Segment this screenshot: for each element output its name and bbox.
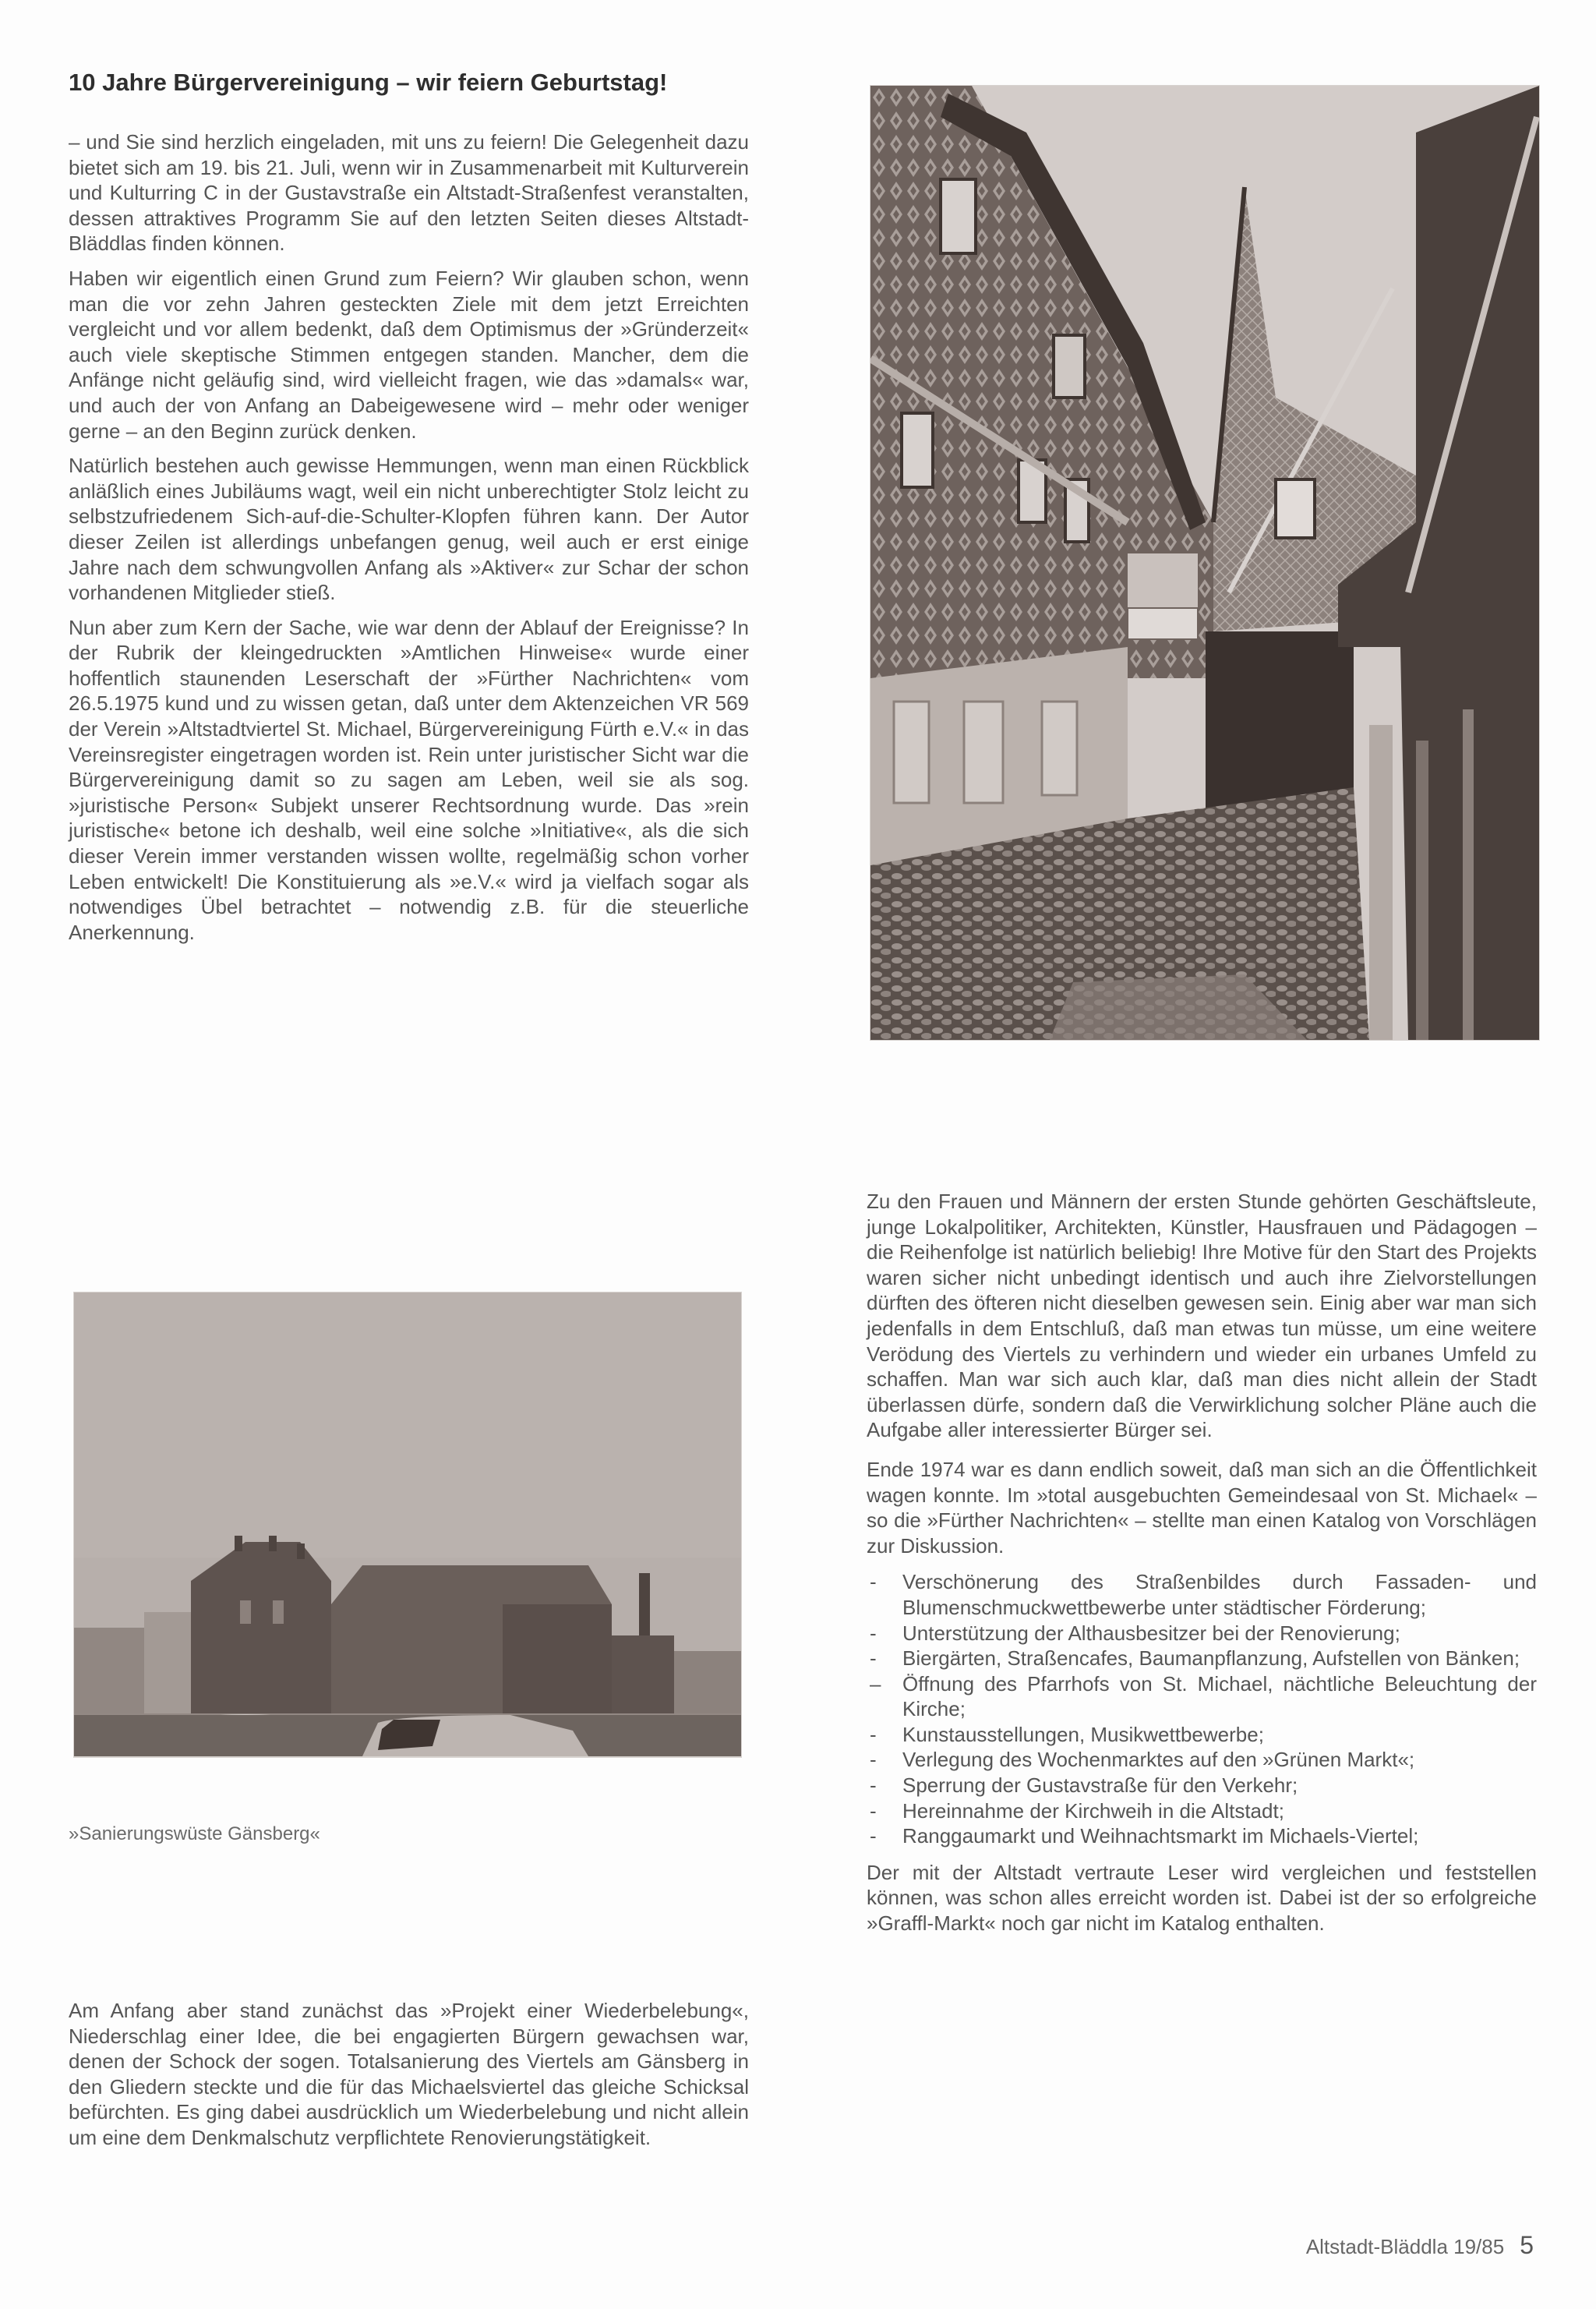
dash-bullet-icon: - [870,1824,877,1848]
dash-bullet-icon: - [870,1798,877,1823]
list-item: - Ranggaumarkt und Weihnachtsmarkt im Michaels-Viertel; [870,1824,1419,1848]
photo-caption-gansberg: »Sanierungswüste Gänsberg« [69,1823,320,1844]
dash-bullet-icon: – [870,1671,881,1696]
dash-bullet-icon: - [870,1773,877,1798]
proposal-catalog-list [867,1569,1537,1849]
alley-photo-illustration [870,86,1539,1040]
list-item: - Unterstützung der Althausbesitzer bei der Renovierung; [870,1621,1400,1645]
page-footer [1306,2231,1534,2260]
dash-bullet-icon: - [870,1722,877,1746]
paragraph-reason: Haben wir eigentlich einen Grund zum Feiern? Wir glauben schon, wenn man die vor zehn Jahren gesteckten Ziele mit dem jetzt Erreichten vergleicht und vor allem bedenkt, daß dem Optimismus der »Gründerzeit« auch viele skeptische Stimmen entgegen standen. Mancher, dem die Anfänge nicht geläufig sind, wird vielleicht fragen, wie das »damals« war, und auch der von Anfang an Dabeigewesene wird – mehr oder weniger gerne – an den Beginn zurück denken. [69,266,749,443]
article-title: 10 Jahre Bürgervereinigung – wir feiern Geburtstag! [69,69,668,96]
list-item: - Hereinnahme der Kirchweih in die Altstadt; [870,1798,1284,1823]
list-item: - Verlegung des Wochenmarktes auf den »Grünen Markt«; [870,1748,1415,1772]
left-column [69,23,749,954]
paragraph-beginning: Am Anfang aber stand zunächst das »Projekt einer Wiederbelebung«, Niederschlag einer Idee, die bei engagierten Bürgern gewachsen war, denen der Schock der sogen. Totalsanierung des Viertels am Gänsberg in den Gliedern steckte und die für das Michaelsviertel das gleiche Schicksal befürchten. Es ging dabei ausdrücklich um Wiederbelebung und nicht allein um eine dem Denkmalschutz verpflichtete Renovierungstätigkeit. [69,1999,749,2149]
left-column-lower [69,1998,749,2160]
dash-bullet-icon: - [870,1748,877,1772]
paragraph-public-meeting: Ende 1974 war es dann endlich soweit, daß man sich an die Öffentlichkeit wagen konnte. Im »total ausgebuchten Gemeindesaal von St. Michael« – so die »Fürther Nachrichten« – stellte man einen Katalog von Vorschlägen zur Diskussion. [867,1457,1537,1558]
photo-gansberg [73,1292,742,1758]
gansberg-photo-illustration [74,1292,741,1757]
paragraph-history: Nun aber zum Kern der Sache, wie war denn der Ablauf der Ereignisse? In der Rubrik der kleingedruckten »Amtlichen Hinweise« wurde einer hoffentlich staunenden Leserschaft der »Fürther Nachrichten« vom 26.5.1975 kund und zu wissen getan, daß unter dem Aktenzeichen VR 569 der Verein »Altstadtviertel St. Michael, Bürgervereinigung Fürth e.V.« in das Vereinsregister eingetragen worden ist. Rein unter juristischer Sicht war die Bürgervereinigung damit so zu sagen am Leben, weil sie als sog. »juristische Person« Subjekt unserer Rechtsordnung wurde. Das »rein juristische« betone ich deshalb, weil eine solche »Initiative«, als die sich dieser Verein immer verstanden wissen wollte, regelmäßig schon vorher Leben entwickelt! Die Konstituierung als »e.V.« wird ja vielfach sogar als notwendiges Übel betrachtet – notwendig z.B. für die steuerliche Anerkennung. [69,615,749,944]
publication-name: Altstadt-Bläddla 19/85 [1305,2235,1505,2258]
list-item: - Kunstausstellungen, Musikwettbewerbe; [870,1722,1264,1746]
list-item: - Sperrung der Gustavstraße für den Verkehr; [870,1773,1298,1798]
dash-bullet-icon: - [870,1570,877,1594]
dash-bullet-icon: - [870,1621,877,1645]
dash-bullet-icon: - [870,1646,877,1671]
list-item: - Biergärten, Straßencafes, Baumanpflanzung, Aufstellen von Bänken; [870,1646,1520,1671]
car-shape [74,1715,741,1756]
page-number: 5 [1520,2231,1534,2259]
paragraph-closing: Der mit der Altstadt vertraute Leser wird vergleichen und feststellen können, was schon alles erreicht worden ist. Dabei ist der so erfolgreiche »Graffl-Markt« noch gar nicht im Katalog enthalten. [867,1860,1537,1936]
right-column [867,1189,1537,1946]
photo-gansberg-road [73,1715,742,1757]
list-item: - Verschönerung des Straßenbildes durch Fassaden- und Blumenschmuckwettbewerbe unter städtischer Förderung; [870,1570,1537,1619]
paragraph-intro: – und Sie sind herzlich eingeladen, mit uns zu feiern! Die Gelegenheit dazu bietet sich am 19. bis 21. Juli, wenn wir in Zusammenarbeit mit Kulturverein und Kulturring C in der Gustavstraße ein Altstadt-Straßenfest veranstalten, dessen attraktives Programm Sie auf den letzten Seiten dieses Altstadt-Bläddlas finden können. [69,130,749,256]
list-item: – Öffnung des Pfarrhofs von St. Michael, nächtliche Beleuchtung der Kirche; [870,1671,1537,1721]
photo-old-alley [870,85,1540,1041]
paragraph-founders: Zu den Frauen und Männern der ersten Stunde gehörten Geschäftsleute, junge Lokalpolitiker, Architekten, Künstler, Hausfrauen und Pädagogen – die Reihenfolge ist natürlich beliebig! Ihre Motive für den Start des Projekts waren sicher nicht unbedingt identisch und auch ihre Zielvorstellungen dürften des öfteren nicht dieselben gewesen sein. Einig aber war man sich jedenfalls in dem Entschluß, daß man etwas tun müsse, um eine weitere Verödung des Viertels zu verhindern und wieder ein urbanes Umfeld zu schaffen. Man war sich auch klar, daß man dies nicht allein der Stadt überlassen dürfe, sondern daß die Verwirklichung solcher Pläne auch die Aufgabe aller interessierter Bürger sei. [867,1190,1537,1442]
paragraph-hesitation: Natürlich bestehen auch gewisse Hemmungen, wenn man einen Rückblick anläßlich eines Jubiläums wagt, weil ein nicht unberechtigter Stolz leicht zu selbstzufriedenem Sich-auf-die-Schulter-Klopfen führen kann. Der Autor dieser Zeilen ist allerdings unbefangen genug, weil auch er erst einige Jahre nach dem schwungvollen Anfang als »Aktiver« zur Schar der schon vorhandenen Mitglieder stieß. [69,454,749,605]
